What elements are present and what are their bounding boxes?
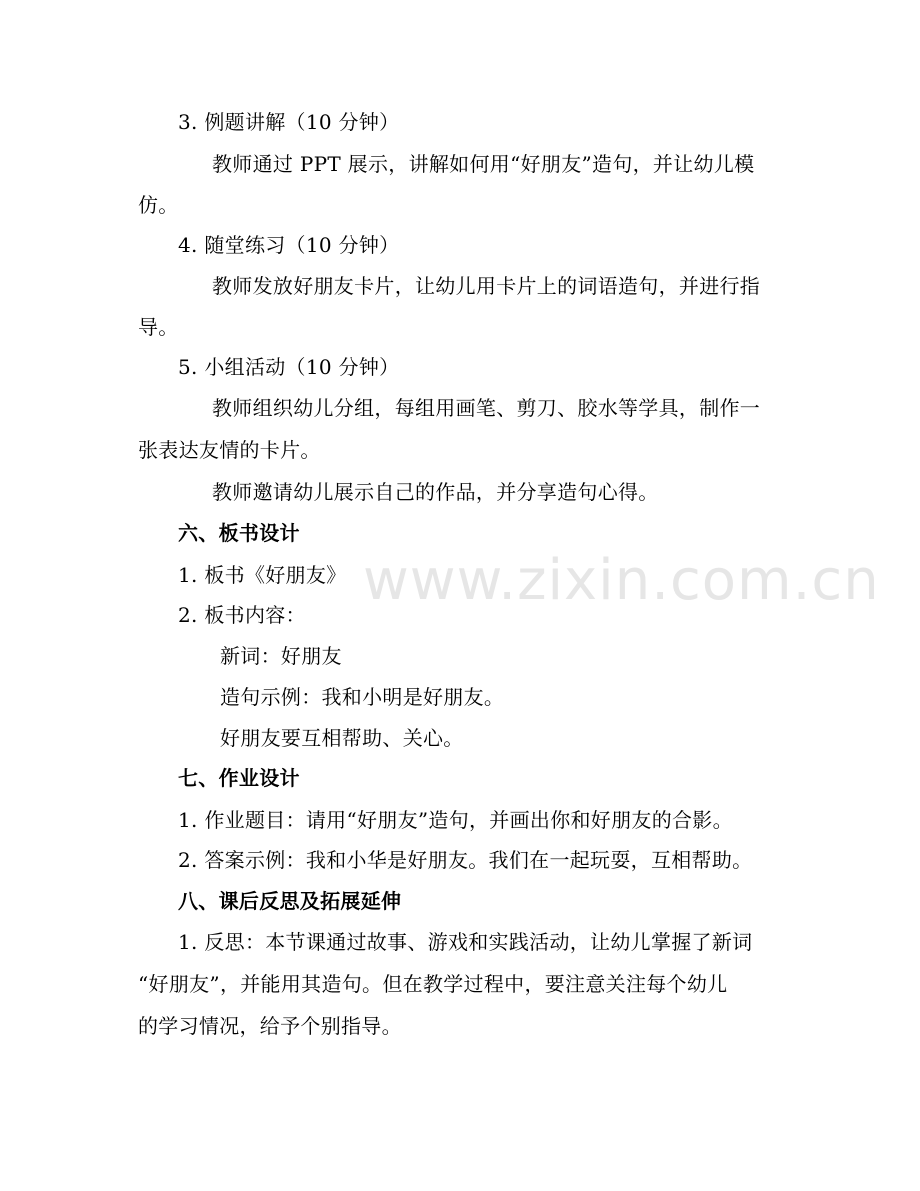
list-item: 1. 作业题目：请用“好朋友”造句，并画出你和好朋友的合影。 xyxy=(178,808,733,832)
paragraph-line: 导。 xyxy=(138,315,179,339)
section-heading-8: 八、课后反思及拓展延伸 xyxy=(178,889,402,913)
watermark: www.zixin.com.cn xyxy=(363,548,880,613)
list-item: 2. 板书内容： xyxy=(178,603,306,627)
board-content-line: 造句示例：我和小明是好朋友。 xyxy=(220,685,505,709)
paragraph-line: 教师通过 PPT 展示，讲解如何用“好朋友”造句，并让幼儿模 xyxy=(212,152,755,176)
paragraph-line: 1. 反思：本节课通过故事、游戏和实践活动，让幼儿掌握了新词 xyxy=(178,930,753,954)
paragraph-line: “好朋友”，并能用其造句。但在教学过程中，要注意关注每个幼儿 xyxy=(138,972,728,996)
section-heading-7: 七、作业设计 xyxy=(178,766,300,790)
board-content-line: 好朋友要互相帮助、关心。 xyxy=(220,726,464,750)
paragraph-line: 教师邀请幼儿展示自己的作品，并分享造句心得。 xyxy=(212,480,659,504)
list-item: 2. 答案示例：我和小华是好朋友。我们在一起玩耍，互相帮助。 xyxy=(178,848,753,872)
paragraph-line: 张表达友情的卡片。 xyxy=(138,438,321,462)
board-content-line: 新词：好朋友 xyxy=(220,644,342,668)
paragraph-line: 仿。 xyxy=(138,193,179,217)
item-4-heading: 4. 随堂练习（10 分钟） xyxy=(178,233,400,257)
item-3-heading: 3. 例题讲解（10 分钟） xyxy=(178,110,400,134)
item-5-heading: 5. 小组活动（10 分钟） xyxy=(178,355,400,379)
paragraph-line: 教师发放好朋友卡片，让幼儿用卡片上的词语造句，并进行指 xyxy=(212,274,761,298)
list-item: 1. 板书《好朋友》 xyxy=(178,563,347,587)
paragraph-line: 的学习情况，给予个别指导。 xyxy=(138,1014,402,1038)
section-heading-6: 六、板书设计 xyxy=(178,521,300,545)
paragraph-line: 教师组织幼儿分组，每组用画笔、剪刀、胶水等学具，制作一 xyxy=(212,396,761,420)
